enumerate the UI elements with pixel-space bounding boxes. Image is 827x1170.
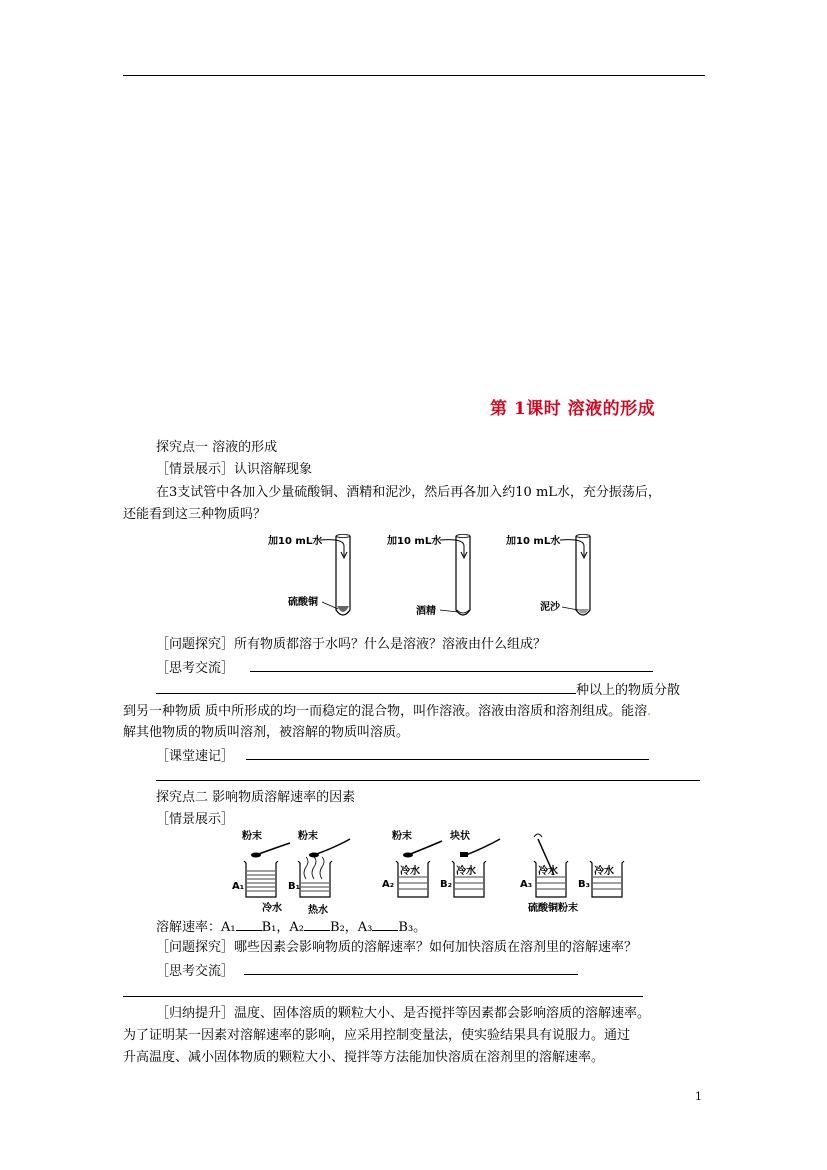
beaker-pair-2	[382, 829, 500, 897]
section2-scene-label: ［情景展示］	[156, 812, 235, 827]
header-rule	[123, 75, 705, 76]
section1-think-label: ［思考交流］	[156, 661, 235, 676]
pair1-powder-b-label: 粉末	[298, 831, 318, 842]
section1-notes-label: ［课堂速记］	[156, 749, 235, 764]
label-cold-water-2: 冷水	[400, 866, 420, 877]
think-answer-blank-2[interactable]	[156, 681, 576, 694]
pair2-block-label: 块状	[450, 831, 470, 842]
beakers-figure	[228, 825, 638, 917]
answer-mark: .	[647, 704, 651, 718]
summary-line-2: 为了证明某一因素对溶解速率的影响，应采用控制变量法，使实验结果具有说服力。通过	[123, 1028, 631, 1043]
rate-blank-3[interactable]	[372, 918, 398, 931]
label-cold-water-4: 冷水	[538, 866, 558, 877]
section2-heading: 探究点二 影响物质溶解速率的因素	[156, 790, 356, 805]
section1-answer-line3: 解其他物质的物质叫溶剂，被溶解的物质叫溶质。	[123, 725, 410, 740]
section2-think-row	[156, 962, 578, 980]
pair2-powder-label: 粉末	[392, 831, 412, 842]
section2-question: ［问题探究］哪些因素会影响物质的溶解速率？如何加快溶质在溶剂里的溶解速率？	[156, 940, 638, 955]
answer-tail-1: 种以上的物质分散	[576, 683, 681, 698]
tube1-content-label: 硫酸铜	[288, 597, 318, 608]
pair1-powder-a-label: 粉末	[242, 831, 262, 842]
tube1-top-label: 加10 mL水	[268, 536, 323, 547]
summary-line-3: 升高温度、减小固体物质的颗粒大小、搅拌等方法能加快溶质在溶剂里的溶解速率。	[123, 1050, 605, 1065]
section1-intro-line2: 还能看到这三种物质吗？	[123, 507, 267, 522]
think-answer-blank-1[interactable]	[250, 659, 653, 672]
label-B2: B₂	[440, 879, 453, 890]
test-tube-2	[386, 534, 470, 617]
section2-think-blank-2[interactable]	[123, 984, 643, 997]
tube3-top-label: 加10 mL水	[506, 536, 561, 547]
page-title: 第 1课时 溶液的形成	[490, 399, 656, 419]
section1-answer-line2	[123, 703, 651, 720]
beaker-pair-1	[232, 829, 350, 916]
tube2-content-label: 酒精	[416, 606, 436, 617]
test-tubes-figure	[260, 530, 600, 622]
page-number: 1	[695, 1090, 702, 1103]
test-tube-1	[267, 534, 350, 615]
label-A2: A₂	[382, 879, 395, 890]
section1-scene-label: ［情景展示］认识溶解现象	[156, 462, 313, 477]
summary-line-1: ［归纳提升］温度、固体溶质的颗粒大小、是否搅拌等因素都会影响溶质的溶解速率。	[156, 1006, 651, 1021]
section1-answer-line1	[156, 681, 680, 699]
rate-comparison-row: 溶解速率：A₁ B₁，A₂ B₂，A₃ B₃。	[156, 920, 427, 935]
section2-think-blank-1[interactable]	[244, 962, 578, 975]
tube3-content-label: 泥沙	[540, 602, 560, 613]
section1-think-row	[156, 659, 653, 677]
section2-think-label: ［思考交流］	[156, 964, 235, 979]
label-cold-water-1: 冷水	[262, 903, 282, 914]
label-hot-water: 热水	[308, 905, 328, 916]
section1-question: ［问题探究］所有物质都溶于水吗？什么是溶液？溶液由什么组成？	[156, 637, 547, 652]
label-cuso4-powder: 硫酸铜粉末	[528, 903, 578, 914]
beaker-pair-3	[520, 834, 624, 914]
label-B1: B₁	[288, 881, 301, 892]
notes-blank-1[interactable]	[246, 747, 649, 760]
label-A3: A₃	[520, 879, 533, 890]
rate-blank-1[interactable]	[236, 918, 262, 931]
rate-blank-2[interactable]	[304, 918, 330, 931]
section1-notes-row	[156, 747, 649, 765]
label-A1: A₁	[232, 881, 245, 892]
notes-blank-2[interactable]	[156, 768, 700, 781]
notes-row-2	[156, 768, 700, 786]
label-cold-water-3: 冷水	[456, 866, 476, 877]
label-B3: B₃	[578, 879, 591, 890]
answer-line-2-text: 到另一种物质 质中所形成的均一而稳定的混合物，叫作溶液。溶液由溶质和溶剂组成。能溶	[123, 704, 648, 719]
tube2-top-label: 加10 mL水	[387, 536, 442, 547]
section1-intro-line1: 在3支试管中各加入少量硫酸铜、酒精和泥沙，然后再各加入约10 mL水，充分振荡后，	[156, 485, 661, 500]
label-cold-water-5: 冷水	[594, 866, 614, 877]
section1-heading: 探究点一 溶液的形成	[156, 440, 278, 455]
test-tube-3	[505, 534, 590, 615]
section2-think-row-2	[123, 984, 643, 1002]
